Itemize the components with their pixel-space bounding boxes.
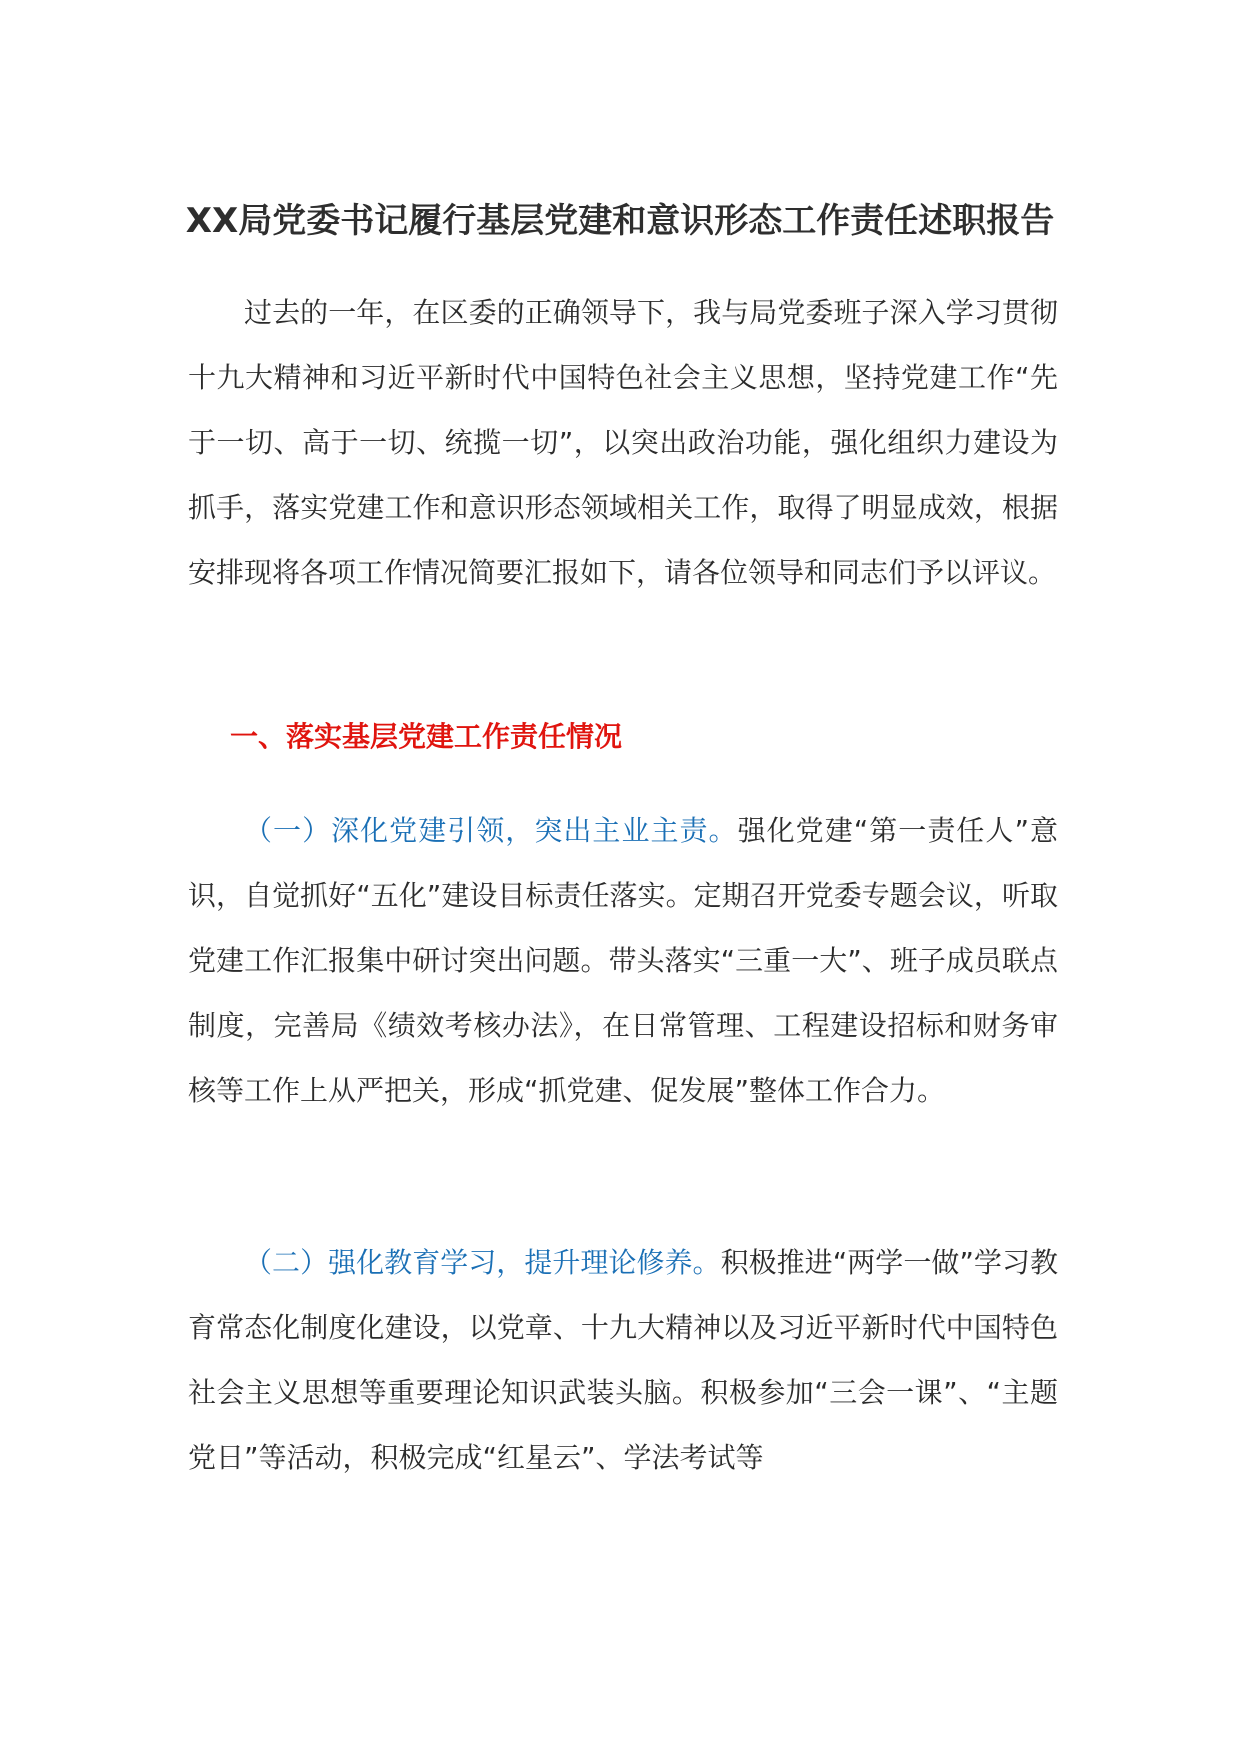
item-1-text: 强化党建“第一责任人”意识，自觉抓好“五化”建设目标责任落实。定期召开党委专题会议，听取党建工作汇报集中研讨突出问题。带头落实“三重一大”、班子成员联点制度，完善局《绩效考核办法》，在日常管理、工程建设招标和财务审核等工作上从严把关，形成“抓党建、促发展”整体工作合力。	[188, 814, 1058, 1107]
document-title: XX局党委书记履行基层党建和意识形态工作责任述职报告	[185, 201, 1055, 241]
item-1-subheading: （一）深化党建引领，突出主业主责。	[244, 814, 738, 847]
section-1-heading: 一、落实基层党建工作责任情况	[230, 720, 623, 753]
intro-paragraph: 过去的一年，在区委的正确领导下，我与局党委班子深入学习贯彻十九大精神和习近平新时代中国特色社会主义思想，坚持党建工作“先于一切、高于一切、统揽一切”，以突出政治功能，强化组织力建设为抓手，落实党建工作和意识形态领域相关工作，取得了明显成效，根据安排现将各项工作情况简要汇报如下，请各位领导和同志们予以评议。	[188, 296, 1058, 589]
item-2-text: 积极推进“两学一做”学习教育常态化制度化建设，以党章、十九大精神以及习近平新时代中国特色社会主义思想等重要理论知识武装头脑。积极参加“三会一课”、“主题党日”等活动，积极完成“红星云”、学法考试等	[188, 1246, 1058, 1474]
section-1-item-2	[188, 1230, 1058, 1490]
item-2-subheading: （二）强化教育学习，提升理论修养。	[244, 1246, 721, 1279]
section-1-item-1	[188, 798, 1058, 1123]
